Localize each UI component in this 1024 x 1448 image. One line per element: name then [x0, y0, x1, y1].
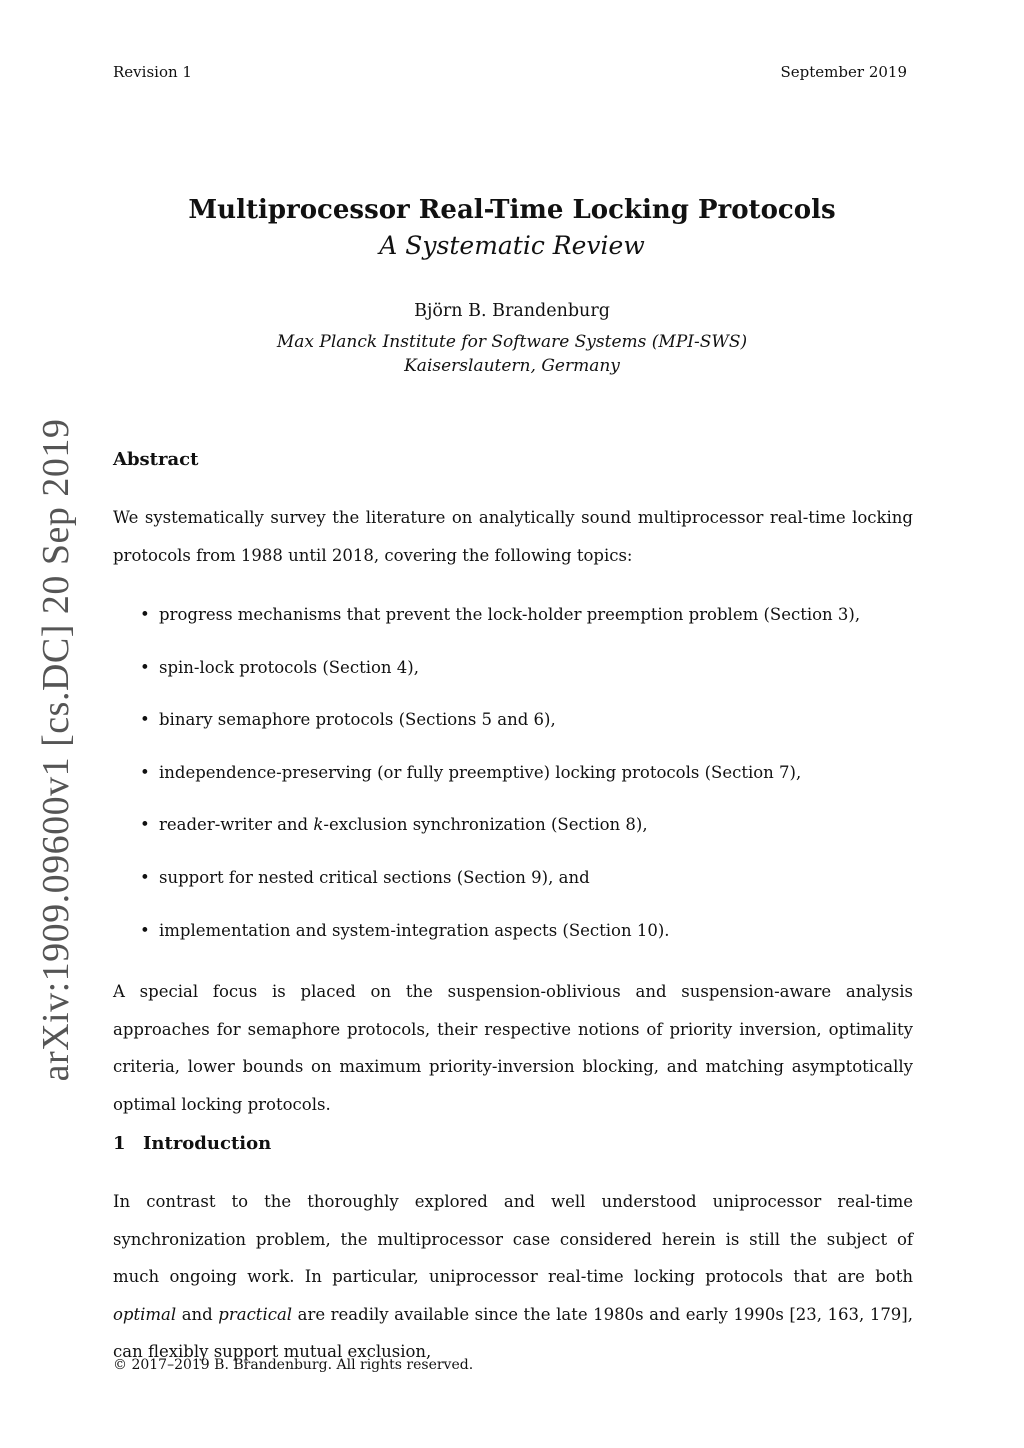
text-run: In contrast to the thoroughly explored and well understood uniprocessor real-time synchronization problem, the multiprocessor case considered herein is still the subject of much ongoing work. In particular, uniprocessor real-time locking protocols that are both: [113, 1192, 913, 1286]
section-number: 1: [113, 1133, 126, 1154]
paper-title: Multiprocessor Real-Time Locking Protocols: [188, 195, 836, 225]
header-date: September 2019: [780, 63, 907, 81]
list-item-text: progress mechanisms that prevent the lock-holder preemption problem (Section 3),: [159, 605, 861, 624]
topic-list: [140, 598, 920, 966]
abstract-intro: We systematically survey the literature on analytically sound multiprocessor real-time locking protocols from 1988 until 2018, covering the following topics:: [113, 508, 913, 565]
list-item-text: implementation and system-integration aspects (Section 10).: [159, 920, 670, 940]
emphasis: optimal: [113, 1304, 177, 1324]
list-item: [140, 703, 920, 756]
author-name: Björn B. Brandenburg: [414, 301, 610, 321]
bullet-icon: •: [140, 657, 150, 677]
section-title: Introduction: [143, 1133, 272, 1154]
italic-variable: k: [313, 815, 324, 835]
affiliation-institute: Max Planck Institute for Software Systems (MPI-SWS): [276, 332, 748, 352]
list-item: [140, 598, 920, 651]
abstract-heading: Abstract: [113, 449, 199, 470]
bullet-icon: •: [140, 867, 150, 887]
bullet-icon: •: [140, 710, 150, 730]
list-item: [140, 914, 920, 967]
list-item-text: [159, 815, 648, 834]
list-item: [140, 808, 920, 861]
text-run: and: [176, 1304, 219, 1324]
list-item: [140, 861, 920, 914]
list-item-text: independence-preserving (or fully preemptive) locking protocols (Section 7),: [159, 762, 802, 782]
paper-subtitle: A Systematic Review: [379, 231, 645, 260]
list-item: [140, 756, 920, 809]
text-run: -exclusion synchronization (Section 8),: [323, 815, 648, 835]
author-block: [0, 298, 1024, 378]
bullet-icon: •: [140, 815, 150, 835]
text-run: are readily available since the late 1980s and early 1990s [23, 163, 179], can flexibly support mutual exclusion,: [113, 1304, 913, 1361]
emphasis: practical: [218, 1304, 293, 1324]
bullet-icon: •: [140, 920, 150, 940]
bullet-icon: •: [140, 762, 150, 782]
list-item-text: binary semaphore protocols (Sections 5 and 6),: [159, 710, 556, 730]
abstract-closing: A special focus is placed on the suspension-oblivious and suspension-aware analysis approaches for semaphore protocols, their respective notions of priority inversion, optimality criteria, lower bounds on maximum priority-inversion blocking, and matching asymptotically optimal locking protocols.: [113, 982, 913, 1114]
introduction-paragraph: [113, 1183, 913, 1371]
affiliation-location: Kaiserslautern, Germany: [404, 356, 620, 376]
list-item-text: spin-lock protocols (Section 4),: [159, 657, 419, 677]
arxiv-stamp: arXiv:1909.09600v1 [cs.DC] 20 Sep 2019: [35, 418, 77, 1082]
title-block: [0, 192, 1024, 264]
copyright-footer: © 2017–2019 B. Brandenburg. All rights reserved.: [113, 1357, 474, 1373]
header-revision: Revision 1: [113, 63, 192, 81]
list-item: [140, 651, 920, 704]
text-run: reader-writer and: [159, 815, 314, 835]
bullet-icon: •: [140, 605, 150, 624]
section-heading-introduction: [113, 1133, 271, 1154]
list-item-text: support for nested critical sections (Section 9), and: [159, 867, 590, 887]
